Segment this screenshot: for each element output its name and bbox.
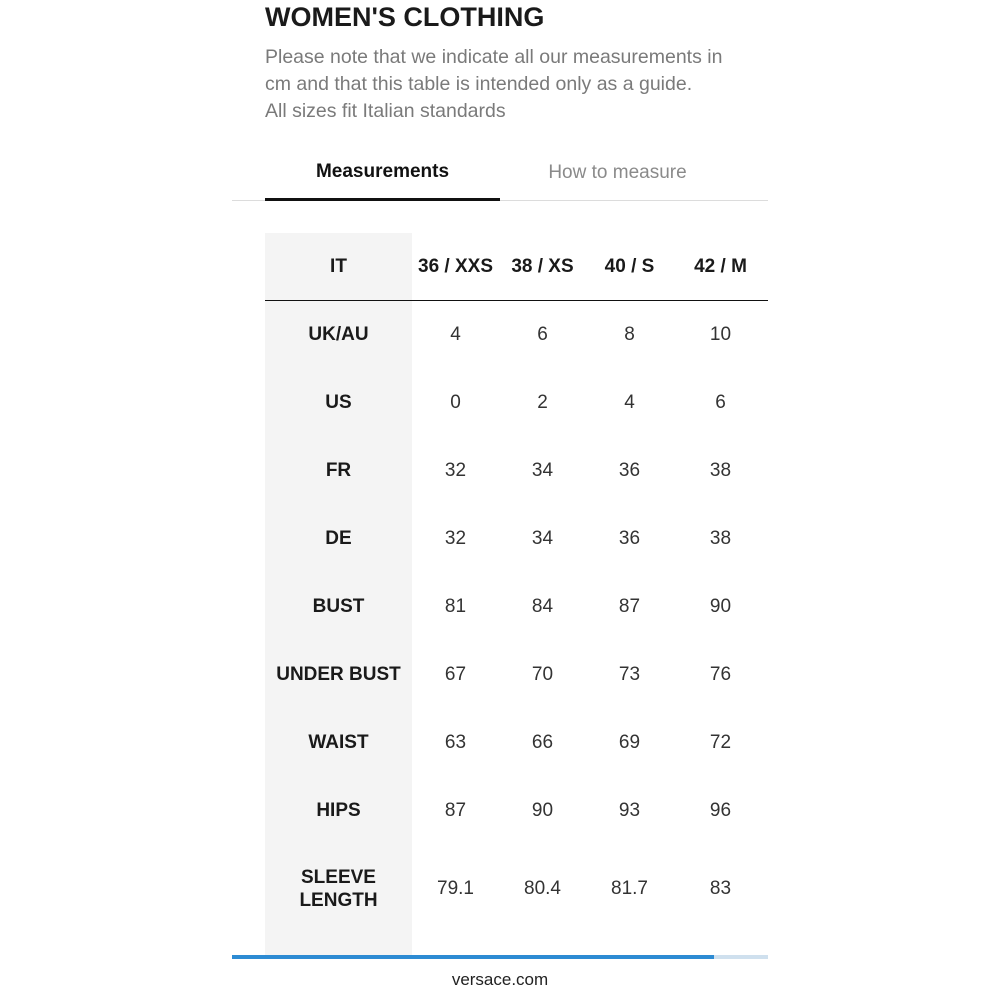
- table-cell: 36: [618, 527, 641, 549]
- page-title: WOMEN'S CLOTHING: [265, 2, 545, 32]
- row-label: BUST: [312, 596, 365, 617]
- column-header: 40 / S: [586, 233, 673, 301]
- row-label-line: LENGTH: [299, 890, 378, 911]
- table-row: [265, 709, 768, 777]
- table-row: [265, 777, 768, 845]
- row-label-line: SLEEVE: [301, 867, 376, 888]
- note-line: cm and that this table is intended only as a guide.: [265, 73, 693, 95]
- size-table: [265, 233, 768, 934]
- table-cell: 4: [624, 391, 635, 413]
- table-header-row: [265, 233, 768, 301]
- table-cell: 67: [444, 663, 467, 685]
- table-row: [265, 301, 768, 369]
- table-cell: 70: [531, 663, 554, 685]
- table-cell: 34: [531, 527, 554, 549]
- table-cell: 34: [531, 459, 554, 481]
- row-label: UK/AU: [308, 324, 369, 346]
- table-row: [265, 845, 768, 934]
- table-cell: 6: [537, 323, 548, 345]
- table-cell: 76: [709, 663, 732, 685]
- table-cell: 6: [715, 391, 726, 413]
- table-cell: 69: [618, 731, 641, 753]
- table-cell: 90: [531, 799, 554, 821]
- table-row: [265, 505, 768, 573]
- table-cell: 80.4: [524, 878, 561, 899]
- table-cell: 8: [624, 323, 635, 345]
- row-label: WAIST: [308, 732, 369, 753]
- note-line: All sizes fit Italian standards: [265, 100, 506, 122]
- table-cell: 79.1: [437, 878, 474, 899]
- table-cell: 93: [618, 799, 641, 821]
- row-label: [265, 845, 412, 934]
- table-cell: 32: [444, 459, 467, 481]
- table-cell: 72: [709, 731, 732, 753]
- table-cell: 81: [444, 595, 467, 617]
- table-cell: 73: [618, 663, 641, 685]
- row-label: FR: [325, 460, 352, 481]
- table-row: [265, 437, 768, 505]
- measurement-note: [265, 44, 745, 125]
- row-label: DE: [325, 528, 352, 549]
- table-cell: 38: [709, 459, 732, 481]
- table-row: [265, 641, 768, 709]
- table-cell: 66: [531, 731, 554, 753]
- tab-how-to-measure[interactable]: How to measure: [548, 162, 687, 183]
- table-cell: 36: [618, 459, 641, 481]
- table-cell: 83: [709, 878, 732, 899]
- row-label: HIPS: [316, 800, 361, 821]
- table-cell: 4: [450, 323, 461, 345]
- table-cell: 32: [444, 527, 467, 549]
- table-cell: 38: [709, 527, 732, 549]
- table-row: [265, 573, 768, 641]
- table-cell: 96: [709, 799, 732, 821]
- scroll-progress-track[interactable]: [232, 955, 768, 959]
- table-cell: 81.7: [611, 878, 648, 899]
- table-corner-header: IT: [265, 233, 412, 301]
- scroll-progress-fill: [232, 955, 714, 959]
- table-cell: 84: [531, 595, 554, 617]
- row-label: US: [325, 392, 352, 413]
- column-header: 42 / M: [673, 233, 768, 301]
- column-header: 38 / XS: [499, 233, 586, 301]
- tab-measurements[interactable]: Measurements: [265, 150, 500, 199]
- table-cell: 2: [537, 391, 548, 413]
- table-cell: 87: [444, 799, 467, 821]
- note-line: Please note that we indicate all our measurements in: [265, 46, 723, 68]
- table-row: [265, 369, 768, 437]
- table-cell: 63: [444, 731, 467, 753]
- size-table-container: [265, 233, 768, 955]
- table-cell: 90: [709, 595, 732, 617]
- table-cell: 0: [450, 391, 461, 413]
- table-cell: 10: [709, 323, 732, 345]
- site-domain: versace.com: [451, 970, 549, 989]
- row-label: UNDER BUST: [276, 664, 401, 685]
- column-header: 36 / XXS: [412, 233, 499, 301]
- table-cell: 87: [618, 595, 641, 617]
- tab-bar: [232, 150, 768, 201]
